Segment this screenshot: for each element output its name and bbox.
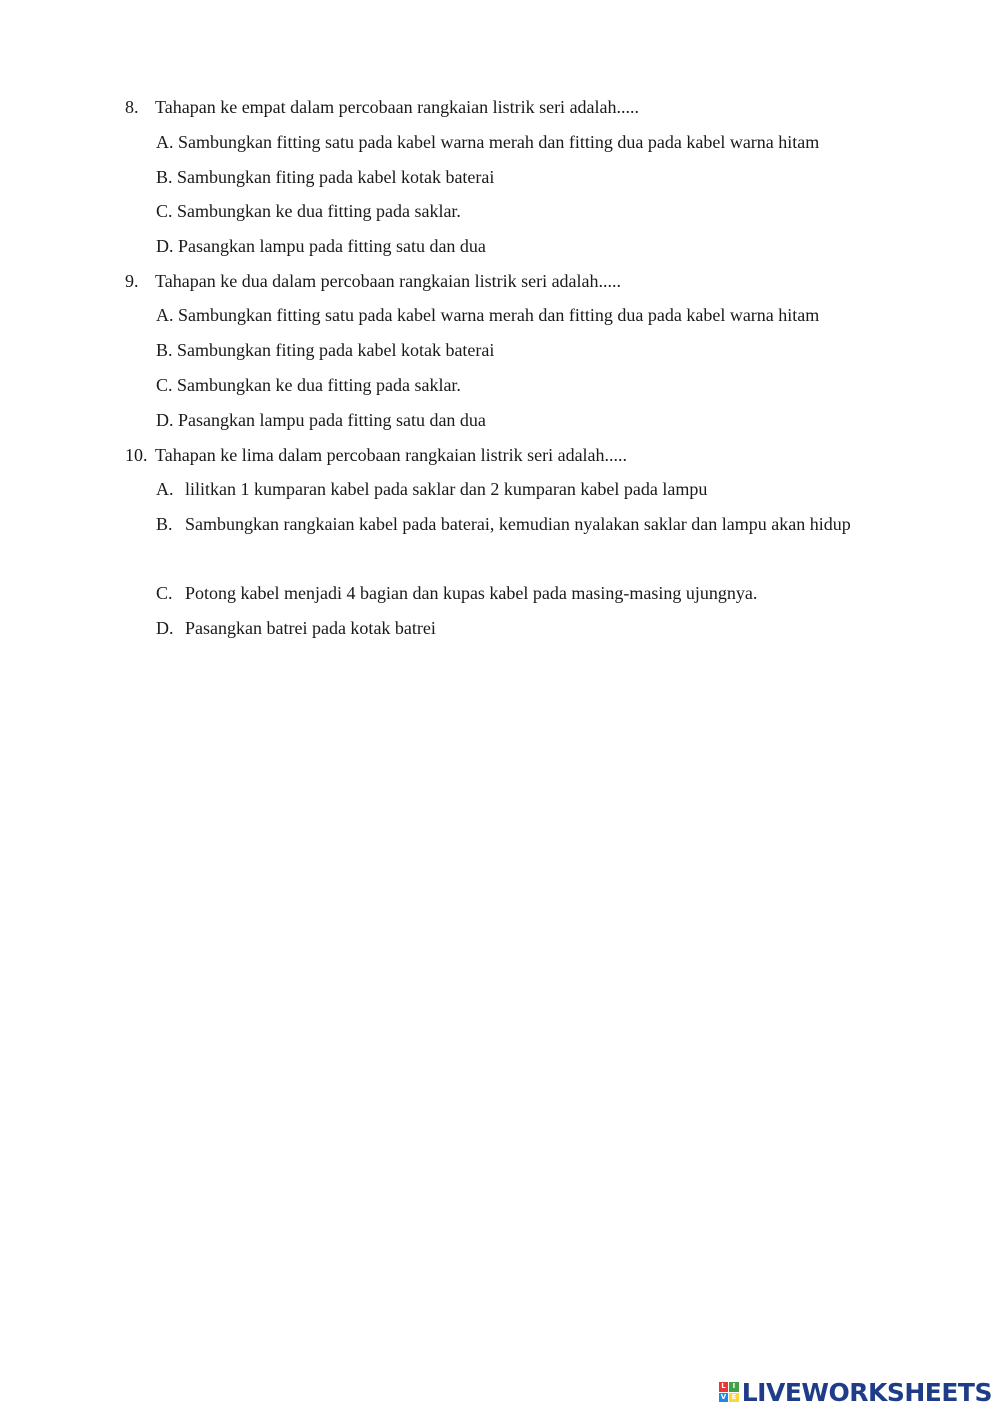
option-letter: B. [156, 514, 173, 534]
option-letter: A. [156, 479, 174, 499]
option-text: Sambungkan rangkaian kabel pada baterai, kemudian nyalakan saklar dan lampu akan hidup [185, 514, 851, 534]
q10-option-a[interactable] [156, 472, 904, 507]
logo-icon [719, 1382, 739, 1402]
q8-option-d[interactable]: D. Pasangkan lampu pada fitting satu dan dua [156, 236, 486, 256]
liveworksheets-logo[interactable] [719, 1377, 992, 1407]
q8-option-b[interactable]: B. Sambungkan fiting pada kabel kotak baterai [156, 167, 495, 187]
question-8 [125, 96, 639, 118]
q9-option-a[interactable]: A. Sambungkan fitting satu pada kabel warna merah dan fitting dua pada kabel warna hitam [156, 305, 820, 325]
q10-option-b[interactable] [156, 507, 904, 542]
option-letter: C. [156, 583, 173, 603]
q9-option-b[interactable]: B. Sambungkan fiting pada kabel kotak baterai [156, 340, 495, 360]
option-letter: D. [156, 618, 174, 638]
q9-option-d[interactable]: D. Pasangkan lampu pada fitting satu dan dua [156, 410, 486, 430]
question-number: 10. [125, 445, 148, 465]
logo-text: LIVEWORKSHEETS [741, 1377, 992, 1407]
question-number: 8. [125, 97, 139, 117]
question-10 [125, 444, 627, 466]
q10-option-d[interactable] [156, 611, 904, 646]
logo-icon-letter: I [729, 1382, 739, 1392]
q9-option-c[interactable]: C. Sambungkan ke dua fitting pada saklar. [156, 375, 461, 395]
option-text: lilitkan 1 kumparan kabel pada saklar dan 2 kumparan kabel pada lampu [185, 479, 708, 499]
logo-icon-letter: L [719, 1382, 729, 1392]
question-text: Tahapan ke dua dalam percobaan rangkaian listrik seri adalah..... [155, 271, 622, 291]
question-text: Tahapan ke lima dalam percobaan rangkaian listrik seri adalah..... [155, 445, 628, 465]
question-9 [125, 270, 621, 292]
q10-option-c[interactable] [156, 576, 904, 611]
question-number: 9. [125, 271, 139, 291]
option-text: Potong kabel menjadi 4 bagian dan kupas kabel pada masing-masing ujungnya. [185, 583, 758, 603]
logo-icon-letter: V [719, 1393, 729, 1403]
logo-icon-letter: E [729, 1393, 739, 1403]
q8-option-c[interactable]: C. Sambungkan ke dua fitting pada saklar. [156, 201, 461, 221]
q8-option-a[interactable]: A. Sambungkan fitting satu pada kabel warna merah dan fitting dua pada kabel warna hitam [156, 132, 820, 152]
question-text: Tahapan ke empat dalam percobaan rangkaian listrik seri adalah..... [155, 97, 640, 117]
option-text: Pasangkan batrei pada kotak batrei [185, 618, 436, 638]
